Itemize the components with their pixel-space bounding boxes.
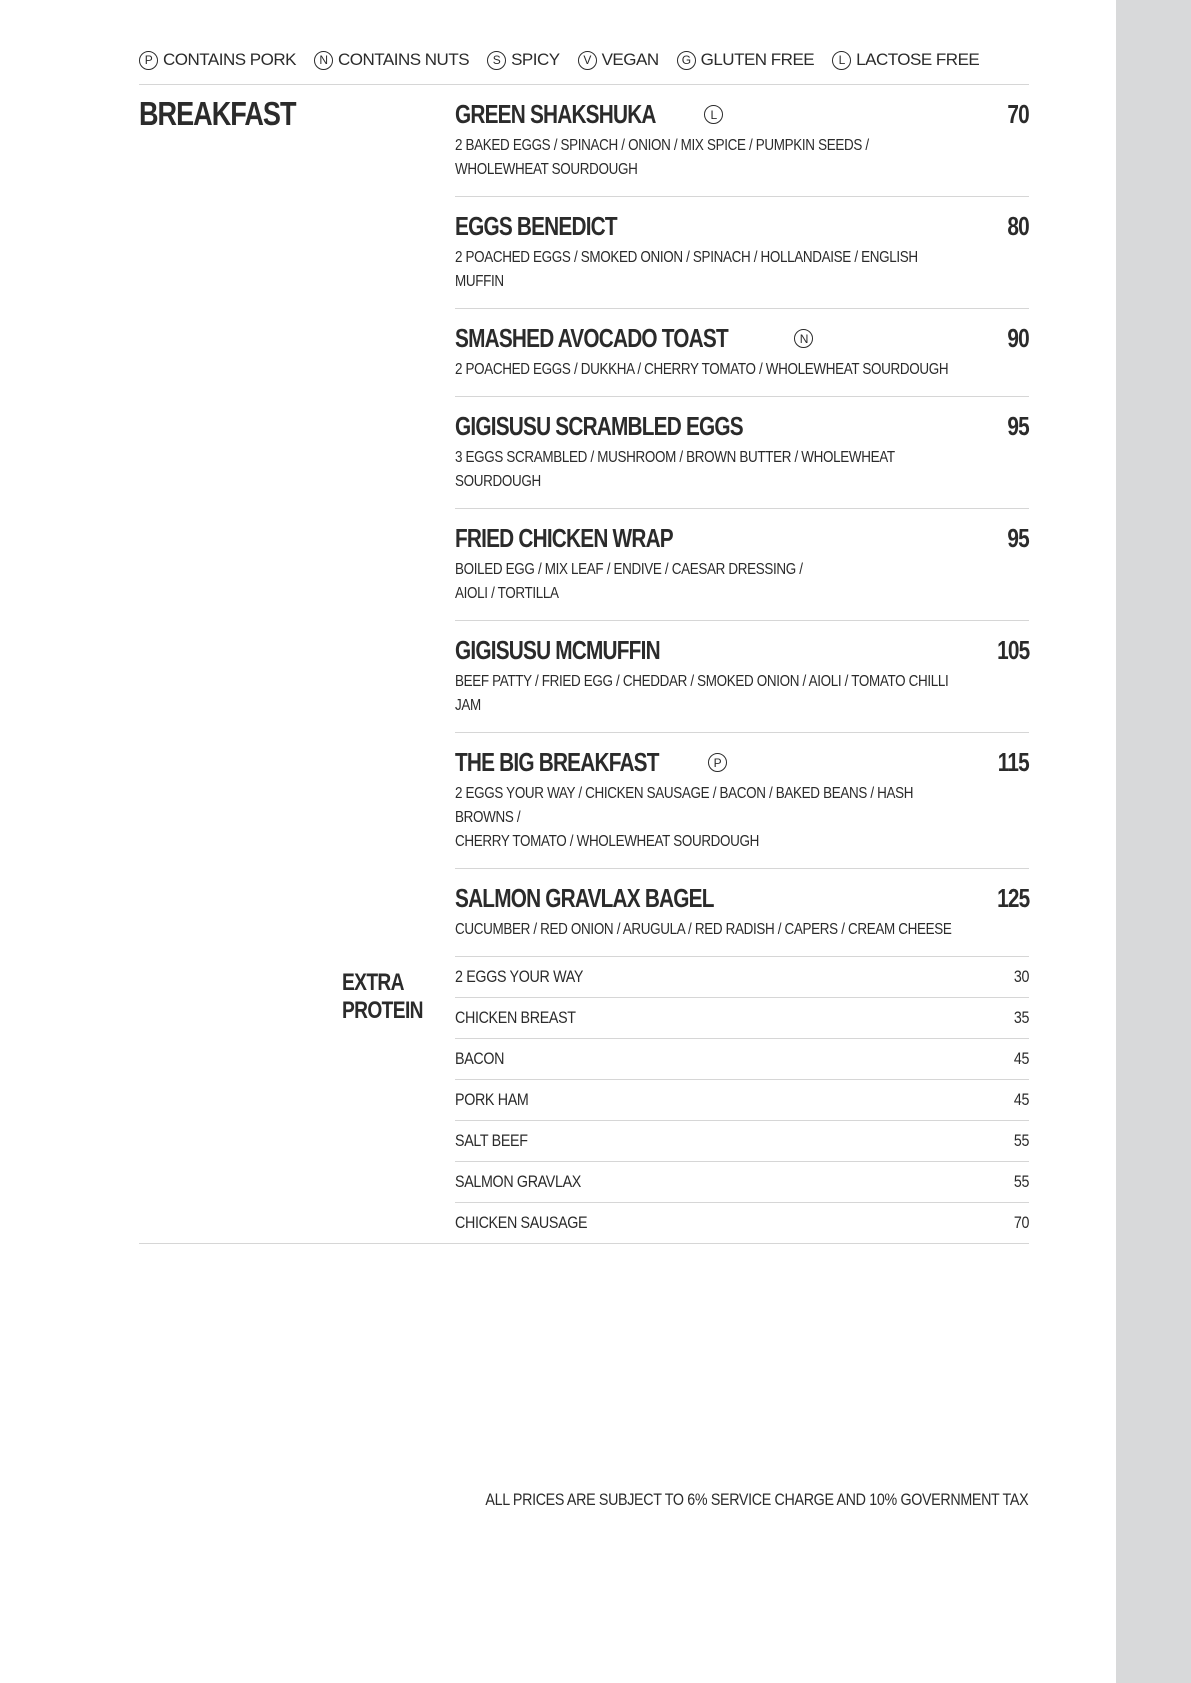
item-price: 115 [997,747,1029,777]
item-name-text: FRIED CHICKEN WRAP [455,523,673,553]
item-price: 125 [996,883,1029,913]
lactose-free-symbol-icon: L [704,105,723,124]
item-price: 95 [1007,523,1029,553]
extra-protein-title [342,969,423,1025]
extra-protein-list [455,957,1029,1243]
extra-item-row [455,1080,1029,1121]
item-description [455,782,959,854]
side-band [1116,0,1191,1683]
extra-item-row [455,1162,1029,1203]
item-price: 105 [996,635,1029,665]
nuts-symbol-icon: N [314,51,333,70]
pork-symbol-icon: P [708,753,727,772]
legend-label: LACTOSE FREE [856,50,980,69]
extra-item-price: 35 [1013,1008,1029,1027]
item-description [455,246,959,294]
extra-item-label: CHICKEN SAUSAGE [455,1213,588,1232]
item-name [455,323,813,354]
menu-item [455,621,1029,733]
vegan-symbol-icon: V [578,51,597,70]
legend-label: SPICY [511,50,560,69]
extra-item-row [455,1121,1029,1162]
item-description [455,134,959,182]
item-name [455,747,727,778]
extra-item-price: 55 [1013,1131,1029,1150]
extra-item-row [455,998,1029,1039]
pork-symbol-icon: P [139,51,158,70]
item-description-line: 3 EGGS SCRAMBLED / MUSHROOM / BROWN BUTTER / WHOLEWHEAT SOURDOUGH [455,449,895,490]
nuts-symbol-icon: N [794,329,813,348]
item-name [455,211,657,242]
item-name-text: SMASHED AVOCADO TOAST [455,323,728,353]
item-name-text: GREEN SHAKSHUKA [455,99,656,129]
item-description [455,446,959,494]
extra-item-price: 70 [1013,1213,1029,1232]
item-description-line: BEEF PATTY / FRIED EGG / CHEDDAR / SMOKED ONION / AIOLI / TOMATO CHILLI JAM [455,673,949,714]
gluten-free-symbol-icon: G [677,51,696,70]
menu-items-list [455,85,1029,957]
legend-item-vegan [578,50,659,70]
extra-item-price: 30 [1013,967,1029,986]
menu-item [455,197,1029,309]
extra-item-label: SALT BEEF [455,1131,528,1150]
item-name [455,635,711,666]
extra-item-price: 45 [1013,1049,1029,1068]
item-description-line: AIOLI / TORTILLA [455,585,559,602]
legend-item-nuts [314,50,469,70]
item-description [455,558,959,606]
legend-label: VEGAN [601,50,659,69]
extra-item-label: 2 EGGS YOUR WAY [455,967,584,986]
item-description-line: 2 BAKED EGGS / SPINACH / ONION / MIX SPICE / PUMPKIN SEEDS / [455,137,869,154]
extra-item-label: SALMON GRAVLAX [455,1172,581,1191]
item-name-text: GIGISUSU SCRAMBLED EGGS [455,411,743,441]
extra-item-label: PORK HAM [455,1090,529,1109]
legend-item-pork [139,50,296,70]
menu-item [455,733,1029,869]
item-name-text: THE BIG BREAKFAST [455,747,659,777]
item-name [455,523,727,554]
legend-item-spicy [487,50,560,70]
legend-label: CONTAINS NUTS [337,50,470,69]
item-name-text: SALMON GRAVLAX BAGEL [455,883,714,913]
breakfast-section [139,85,1029,957]
item-name [455,883,778,914]
extra-protein-section [139,957,1029,1244]
item-description-line: WHOLEWHEAT SOURDOUGH [455,161,638,178]
lactose-free-symbol-icon: L [832,51,851,70]
service-charge-note: ALL PRICES ARE SUBJECT TO 6% SERVICE CHARGE AND 10% GOVERNMENT TAX [485,1490,1028,1509]
extra-protein-title-line: EXTRA [342,969,404,996]
item-description-line: 2 POACHED EGGS / SMOKED ONION / SPINACH / HOLLANDAISE / ENGLISH MUFFIN [455,249,918,290]
extra-protein-title-line: PROTEIN [342,997,423,1024]
item-name-text: EGGS BENEDICT [455,211,617,241]
item-description [455,918,959,942]
item-name-text: GIGISUSU MCMUFFIN [455,635,660,665]
item-price: 90 [1007,323,1029,353]
legend-item-lactose-free [832,50,979,70]
extra-item-row [455,957,1029,998]
extra-item-label: CHICKEN BREAST [455,1008,576,1027]
item-price: 80 [1007,211,1029,241]
legend-label: GLUTEN FREE [700,50,815,69]
legend-label: CONTAINS PORK [163,50,296,69]
item-description-line: 2 EGGS YOUR WAY / CHICKEN SAUSAGE / BACON / BAKED BEANS / HASH BROWNS / [455,785,914,826]
menu-item [455,309,1029,397]
extra-item-price: 45 [1013,1090,1029,1109]
menu-page [139,46,1029,1244]
extra-item-label: BACON [455,1049,505,1068]
menu-item [455,869,1029,957]
extra-item-price: 55 [1013,1172,1029,1191]
item-description-line: CHERRY TOMATO / WHOLEWHEAT SOURDOUGH [455,833,760,850]
legend-item-gluten-free [677,50,815,70]
item-price: 70 [1007,99,1029,129]
item-description-line: BOILED EGG / MIX LEAF / ENDIVE / CAESAR DRESSING / [455,561,803,578]
section-title: BREAKFAST [139,95,296,132]
extra-item-row [455,1039,1029,1080]
item-description-line: 2 POACHED EGGS / DUKKHA / CHERRY TOMATO / WHOLEWHEAT SOURDOUGH [455,361,949,378]
menu-item [455,509,1029,621]
item-description-line: CUCUMBER / RED ONION / ARUGULA / RED RADISH / CAPERS / CREAM CHEESE [455,921,952,938]
item-name [455,99,723,130]
item-description [455,670,959,718]
dietary-legend [139,46,1029,85]
item-description [455,358,959,382]
menu-item [455,397,1029,509]
spicy-symbol-icon: S [487,51,506,70]
extra-item-row [455,1203,1029,1243]
item-price: 95 [1007,411,1029,441]
menu-item [455,85,1029,197]
item-name [455,411,815,442]
